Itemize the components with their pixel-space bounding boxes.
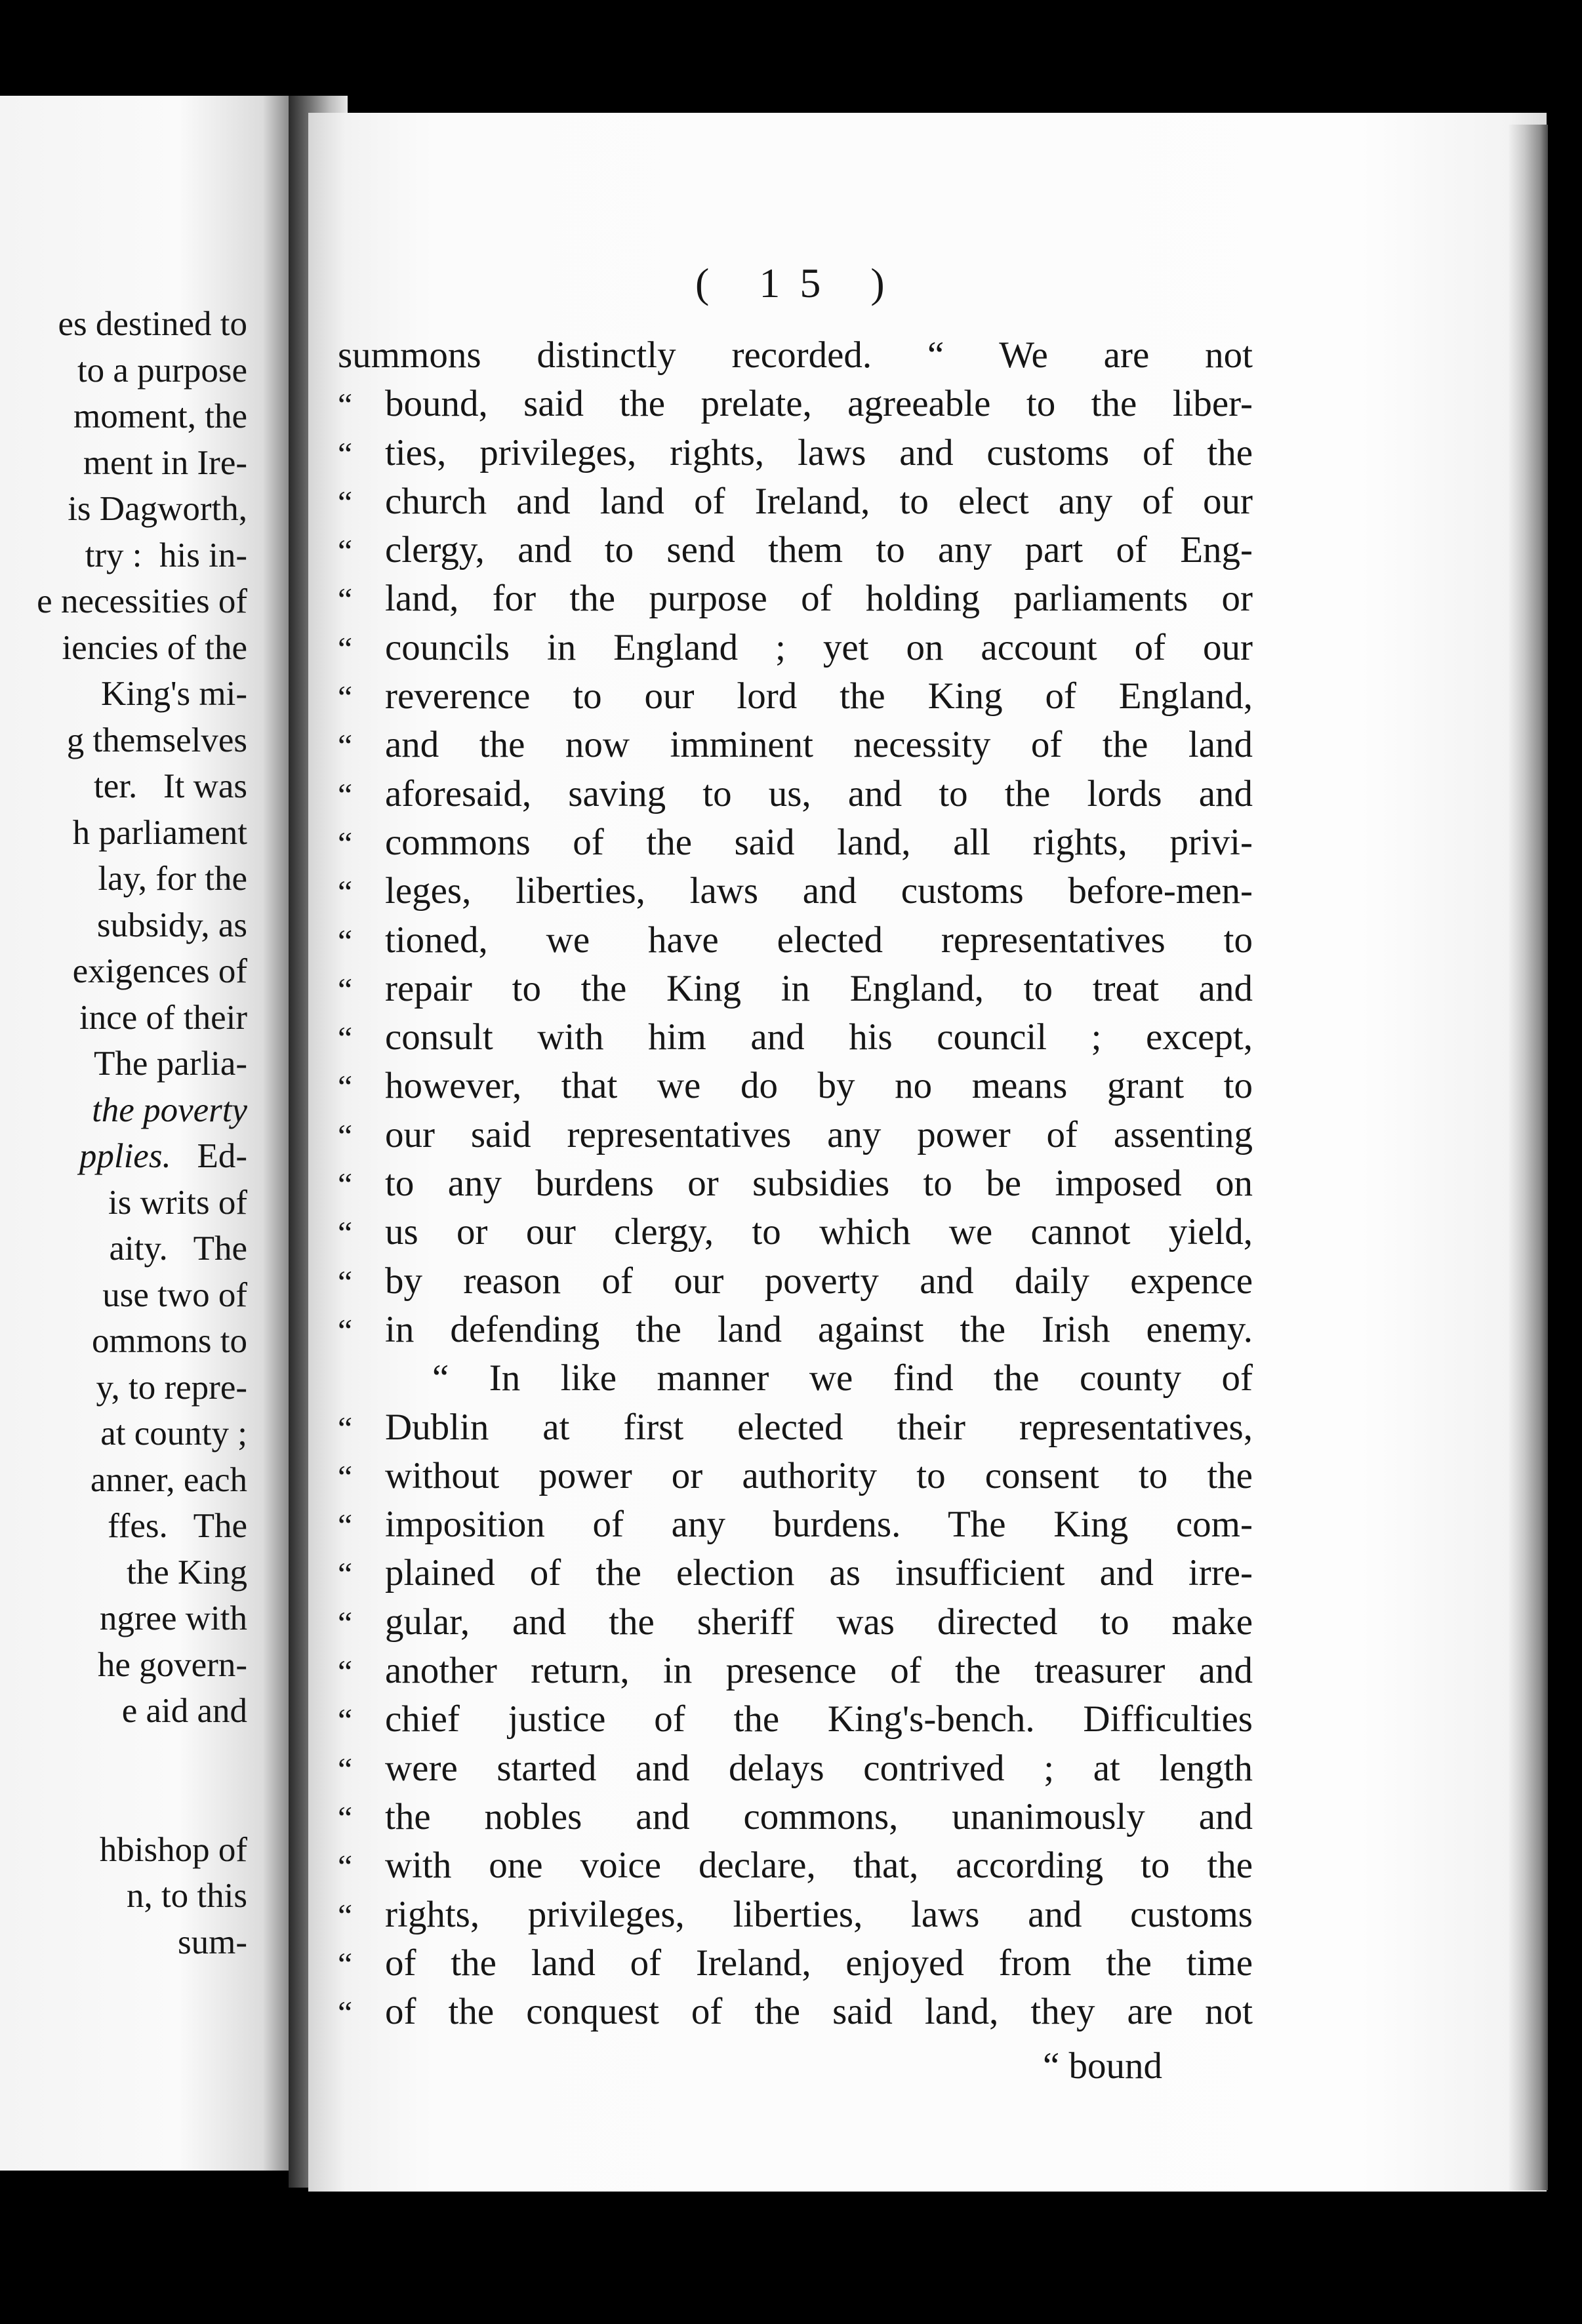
left-page-line-text: the King [127, 1553, 247, 1592]
quote-mark: “ [338, 1653, 353, 1691]
left-page-line [0, 810, 247, 856]
line-text: Dublin at first elected their representatives, [385, 1406, 1253, 1448]
quote-mark: “ [338, 1702, 353, 1739]
text-line [338, 965, 1253, 1013]
left-page-line-text: anner, each [90, 1460, 247, 1499]
text-line [338, 1062, 1253, 1110]
left-page-line [0, 1503, 247, 1550]
left-page-line-text: ommons to [91, 1322, 247, 1360]
left-page-line-text: try : his in- [85, 536, 247, 574]
left-page-line-text: is Dagworth, [68, 490, 247, 528]
left-page-line-suffix: Ed- [171, 1137, 247, 1175]
left-page-line-text: exigences of [72, 952, 247, 990]
main-text-block [338, 331, 1253, 2036]
left-page-line-text: lay, for the [98, 860, 247, 898]
line-text: in defending the land against the Irish enemy. [385, 1308, 1253, 1350]
line-text: summons distinctly recorded. “ We are not [338, 334, 1253, 376]
line-text: of the land of Ireland, enjoyed from the time [385, 1942, 1253, 1984]
line-text: plained of the election as insufficient and irre- [385, 1552, 1253, 1594]
line-text: clergy, and to send them to any part of Eng- [385, 529, 1253, 571]
text-line [338, 1793, 1253, 1841]
text-line [338, 1500, 1253, 1549]
line-text: bound, said the prelate, agreeable to the liber- [385, 383, 1253, 425]
line-text: without power or authority to consent to the [385, 1454, 1253, 1496]
quote-mark: “ [338, 1945, 353, 1982]
quote-mark: “ [338, 1068, 353, 1106]
quote-mark: “ [338, 1166, 353, 1203]
quote-mark: “ [338, 727, 353, 765]
left-page-line [0, 1133, 247, 1180]
left-facing-page [0, 96, 298, 2171]
left-page-line [0, 763, 247, 810]
left-page-line-text: hbishop of [99, 1830, 247, 1869]
text-line [338, 477, 1253, 526]
left-page-line [0, 1226, 247, 1272]
text-line [338, 1598, 1253, 1647]
text-line [338, 672, 1253, 721]
left-page-line [0, 1041, 247, 1087]
left-page-line-text: ffes. The [108, 1507, 247, 1545]
left-page-line [0, 717, 247, 764]
text-line [338, 624, 1253, 672]
left-page-line-text: the poverty [92, 1091, 247, 1129]
text-line [338, 1208, 1253, 1256]
left-page-line-text: moment, the [73, 397, 247, 435]
left-page-line [0, 1919, 247, 1966]
line-text: to any burdens or subsidies to be imposed on [385, 1163, 1253, 1205]
quote-mark: “ [338, 483, 353, 521]
left-page-line [0, 1688, 247, 1734]
left-page-line [0, 393, 247, 440]
line-text: ties, privileges, rights, laws and customs of the [385, 431, 1253, 473]
left-page-line-text: pplies. [79, 1137, 171, 1175]
text-line [338, 1159, 1253, 1208]
line-text: us or our clergy, to which we cannot yield, [385, 1211, 1253, 1253]
quote-mark: “ [338, 1555, 353, 1593]
left-page-line-text: y, to repre- [96, 1368, 247, 1407]
left-page-line [0, 1827, 247, 1873]
left-page-line [0, 856, 247, 902]
text-line [338, 721, 1253, 769]
left-page-line-text: es destined to [58, 305, 247, 343]
text-line [338, 429, 1253, 477]
text-line [338, 574, 1253, 623]
text-line [338, 770, 1253, 818]
left-page-line [0, 1873, 247, 1919]
text-line [338, 1744, 1253, 1793]
left-page-line-text: e aid and [121, 1692, 247, 1730]
left-page-line-text: n, to this [126, 1877, 247, 1915]
quote-mark: “ [338, 776, 353, 813]
quote-mark: “ [338, 1604, 353, 1641]
left-page-line [0, 301, 247, 348]
line-text: leges, liberties, laws and customs before-men- [385, 870, 1253, 912]
line-text: and the now imminent necessity of the land [385, 724, 1253, 766]
left-page-line [0, 440, 247, 487]
text-line [338, 1403, 1253, 1452]
quote-mark: “ [338, 1263, 353, 1300]
quote-mark: “ [338, 922, 353, 959]
left-page-line [0, 1595, 247, 1642]
left-page-line [0, 671, 247, 717]
left-page-line-text: use two of [102, 1275, 247, 1314]
line-text: of the conquest of the said land, they are not [385, 1991, 1253, 2033]
left-page-line [0, 532, 247, 579]
left-page-line-text: ter. It was [93, 767, 247, 805]
quote-mark: “ [338, 679, 353, 716]
line-text: however, that we do by no means grant to [385, 1065, 1253, 1107]
left-page-line-text: is writs of [108, 1183, 247, 1222]
left-page-line [0, 348, 247, 394]
quote-mark: “ [338, 1507, 353, 1544]
line-text: consult with him and his council ; except, [385, 1016, 1253, 1058]
text-line [338, 1988, 1253, 2036]
text-line [338, 1891, 1253, 1939]
left-page-line [0, 625, 247, 671]
quote-mark: “ [338, 1117, 353, 1154]
left-page-line [0, 486, 247, 532]
text-line [338, 1013, 1253, 1062]
left-page-line [0, 1550, 247, 1596]
line-text: church and land of Ireland, to elect any of our [385, 480, 1253, 522]
text-line [338, 1695, 1253, 1744]
quote-mark: “ [338, 1409, 353, 1447]
left-page-line [0, 1734, 247, 1827]
text-line [338, 1306, 1253, 1354]
left-page-line [0, 1087, 247, 1134]
text-line [338, 1549, 1253, 1597]
left-page-line-text: ngree with [99, 1599, 247, 1637]
line-text: tioned, we have elected representatives to [385, 919, 1253, 961]
left-page-line-text: sum- [178, 1923, 247, 1961]
left-page-line-text: h parliament [72, 813, 247, 852]
left-page-line [0, 578, 247, 625]
line-text: councils in England ; yet on account of our [385, 626, 1253, 668]
quote-mark: “ [338, 630, 353, 667]
text-line [338, 867, 1253, 915]
quote-mark: “ [338, 824, 353, 862]
left-page-line-text: he govern- [97, 1645, 247, 1684]
left-page-line [0, 1272, 247, 1319]
left-page-line [0, 1365, 247, 1411]
text-line [338, 1939, 1253, 1988]
left-page-line [0, 948, 247, 995]
left-page-text-column [0, 301, 247, 1965]
line-text: our said representatives any power of assenting [385, 1113, 1253, 1155]
page-edge-shadow [1509, 125, 1548, 2190]
left-page-line [0, 902, 247, 949]
quote-mark: “ [338, 971, 353, 1008]
line-text: commons of the said land, all rights, privi- [385, 821, 1253, 863]
left-page-line [0, 995, 247, 1041]
line-text: were started and delays contrived ; at length [385, 1747, 1253, 1789]
line-text: another return, in presence of the treasurer and [385, 1650, 1253, 1692]
quote-mark: “ [338, 435, 353, 472]
left-page-line-text: King's mi- [100, 675, 247, 713]
left-page-line-text: g themselves [66, 721, 247, 759]
catchword: “ bound [1043, 2045, 1163, 2087]
left-page-line-text: to a purpose [77, 351, 247, 390]
text-line [338, 818, 1253, 867]
left-page-line-text: e necessities of [37, 582, 247, 620]
left-page-line-text: aity. The [109, 1230, 247, 1268]
line-text: by reason of our poverty and daily expence [385, 1260, 1253, 1302]
line-text: chief justice of the King's-bench. Difficulties [385, 1698, 1253, 1740]
left-page-line [0, 1642, 247, 1689]
left-page-line-text: subsidy, as [96, 906, 247, 944]
quote-mark: “ [338, 1020, 353, 1057]
line-text: “ In like manner we find the county of [432, 1357, 1253, 1399]
line-text: imposition of any burdens. The King com- [385, 1504, 1253, 1546]
quote-mark: “ [338, 1312, 353, 1349]
text-line [338, 1647, 1253, 1695]
line-text: the nobles and commons, unanimously and [385, 1795, 1253, 1837]
left-page-line [0, 1457, 247, 1504]
line-text: reverence to our lord the King of England, [385, 675, 1253, 717]
text-line [338, 526, 1253, 574]
page-number: ( 15 ) [695, 260, 904, 306]
text-line [338, 1257, 1253, 1306]
text-line [338, 916, 1253, 965]
quote-mark: “ [338, 386, 353, 424]
left-page-line [0, 1411, 247, 1457]
quote-mark: “ [338, 1750, 353, 1788]
quote-mark: “ [338, 1848, 353, 1885]
quote-mark: “ [338, 1799, 353, 1836]
left-page-line [0, 1318, 247, 1365]
quote-mark: “ [338, 1458, 353, 1495]
text-line [338, 1354, 1253, 1403]
left-page-line [0, 1180, 247, 1226]
quote-mark: “ [338, 532, 353, 570]
left-page-line-text: ince of their [79, 998, 247, 1037]
line-text: with one voice declare, that, according to the [385, 1845, 1253, 1887]
quote-mark: “ [338, 1214, 353, 1252]
left-page-line-text: iencies of the [62, 628, 247, 667]
text-line [338, 1452, 1253, 1500]
quote-mark: “ [338, 873, 353, 911]
line-text: land, for the purpose of holding parliaments or [385, 578, 1253, 620]
line-text: repair to the King in England, to treat and [385, 967, 1253, 1009]
left-page-line-text: ment in Ire- [83, 443, 247, 482]
quote-mark: “ [338, 1896, 353, 1934]
text-line [338, 1111, 1253, 1159]
left-page-line-text: at county ; [100, 1414, 247, 1452]
line-text: gular, and the sheriff was directed to make [385, 1601, 1253, 1643]
line-text: aforesaid, saving to us, and to the lords and [385, 772, 1253, 814]
text-line [338, 380, 1253, 428]
quote-mark: “ [338, 581, 353, 618]
text-line [338, 331, 1253, 380]
line-text: rights, privileges, liberties, laws and customs [385, 1893, 1253, 1935]
quote-mark: “ [338, 1994, 353, 2032]
left-page-line-text: The parlia- [94, 1045, 247, 1083]
text-line [338, 1841, 1253, 1890]
